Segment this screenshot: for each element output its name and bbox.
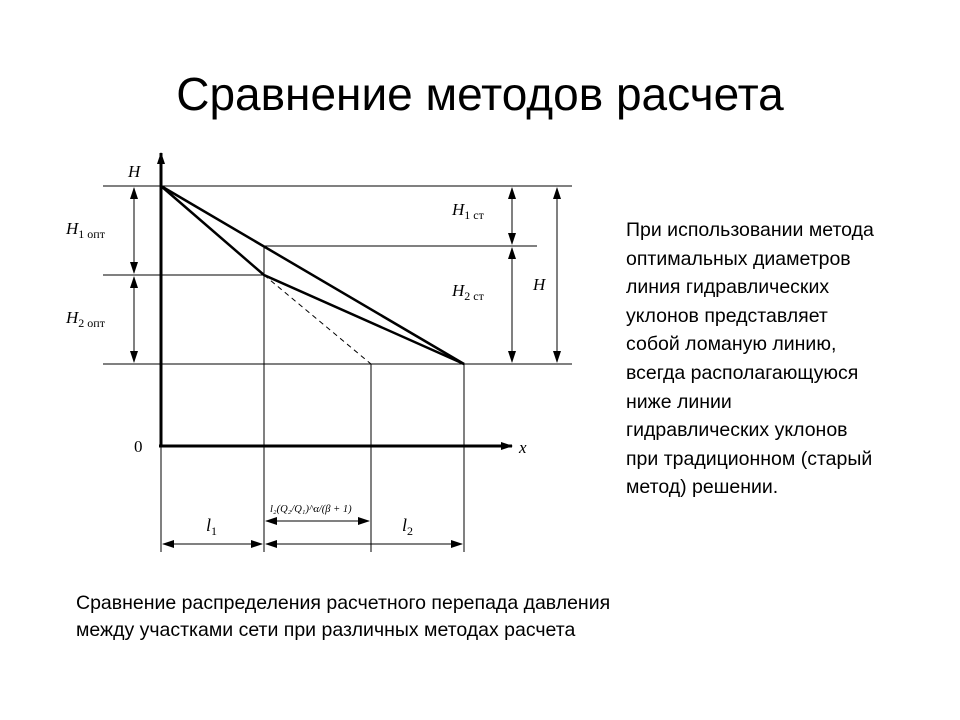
x-axis-label: x	[519, 438, 527, 457]
description-line: при традиционном (старый	[626, 447, 873, 470]
l2-label: $l_2$	[402, 515, 414, 538]
h1-opt-subscript: 1 опт	[78, 227, 105, 241]
l1-label: $l_1$	[206, 515, 218, 538]
h2-opt-subscript: 2 опт	[78, 316, 105, 330]
h1-opt-label: $H_{1 опт}$	[66, 219, 105, 241]
description-line: При использовании метода	[626, 219, 874, 241]
formula-label: l₂(Q₂/Q₁)^α/(β + 1)	[270, 504, 352, 515]
caption-line: между участками сети при различных методах расчета	[76, 619, 576, 641]
description-line: оптимальных диаметров	[626, 247, 851, 270]
figure-caption	[76, 590, 776, 644]
method-description	[626, 216, 936, 502]
slide-title: Сравнение методов расчета	[176, 68, 784, 120]
h2-opt-label: $H_{2 опт}$	[66, 308, 105, 330]
l1-subscript: 1	[211, 524, 218, 538]
description-line: ниже линии	[626, 390, 732, 413]
h2-st-label: $H_{2 ст}$	[452, 281, 484, 303]
caption-line: Сравнение распределения расчетного перепада давления	[76, 592, 611, 614]
y-axis-label: H	[128, 162, 141, 181]
h-total-label: H	[533, 275, 546, 294]
description-line: метод) решении.	[626, 476, 779, 499]
description-line: линия гидравлических	[626, 276, 830, 299]
dashed-extension-line	[264, 275, 371, 364]
description-line: собой ломаную линию,	[626, 333, 837, 356]
l2-subscript: 2	[407, 524, 414, 538]
description-line: гидравлических уклонов	[626, 419, 848, 442]
description-line: всегда располагающуюся	[626, 361, 859, 384]
h2-st-subscript: 2 ст	[464, 289, 484, 303]
h1-st-subscript: 1 ст	[464, 208, 484, 222]
h1-st-label: $H_{1 ст}$	[452, 200, 484, 222]
description-line: уклонов представляет	[626, 304, 828, 327]
origin-label: 0	[134, 437, 143, 456]
